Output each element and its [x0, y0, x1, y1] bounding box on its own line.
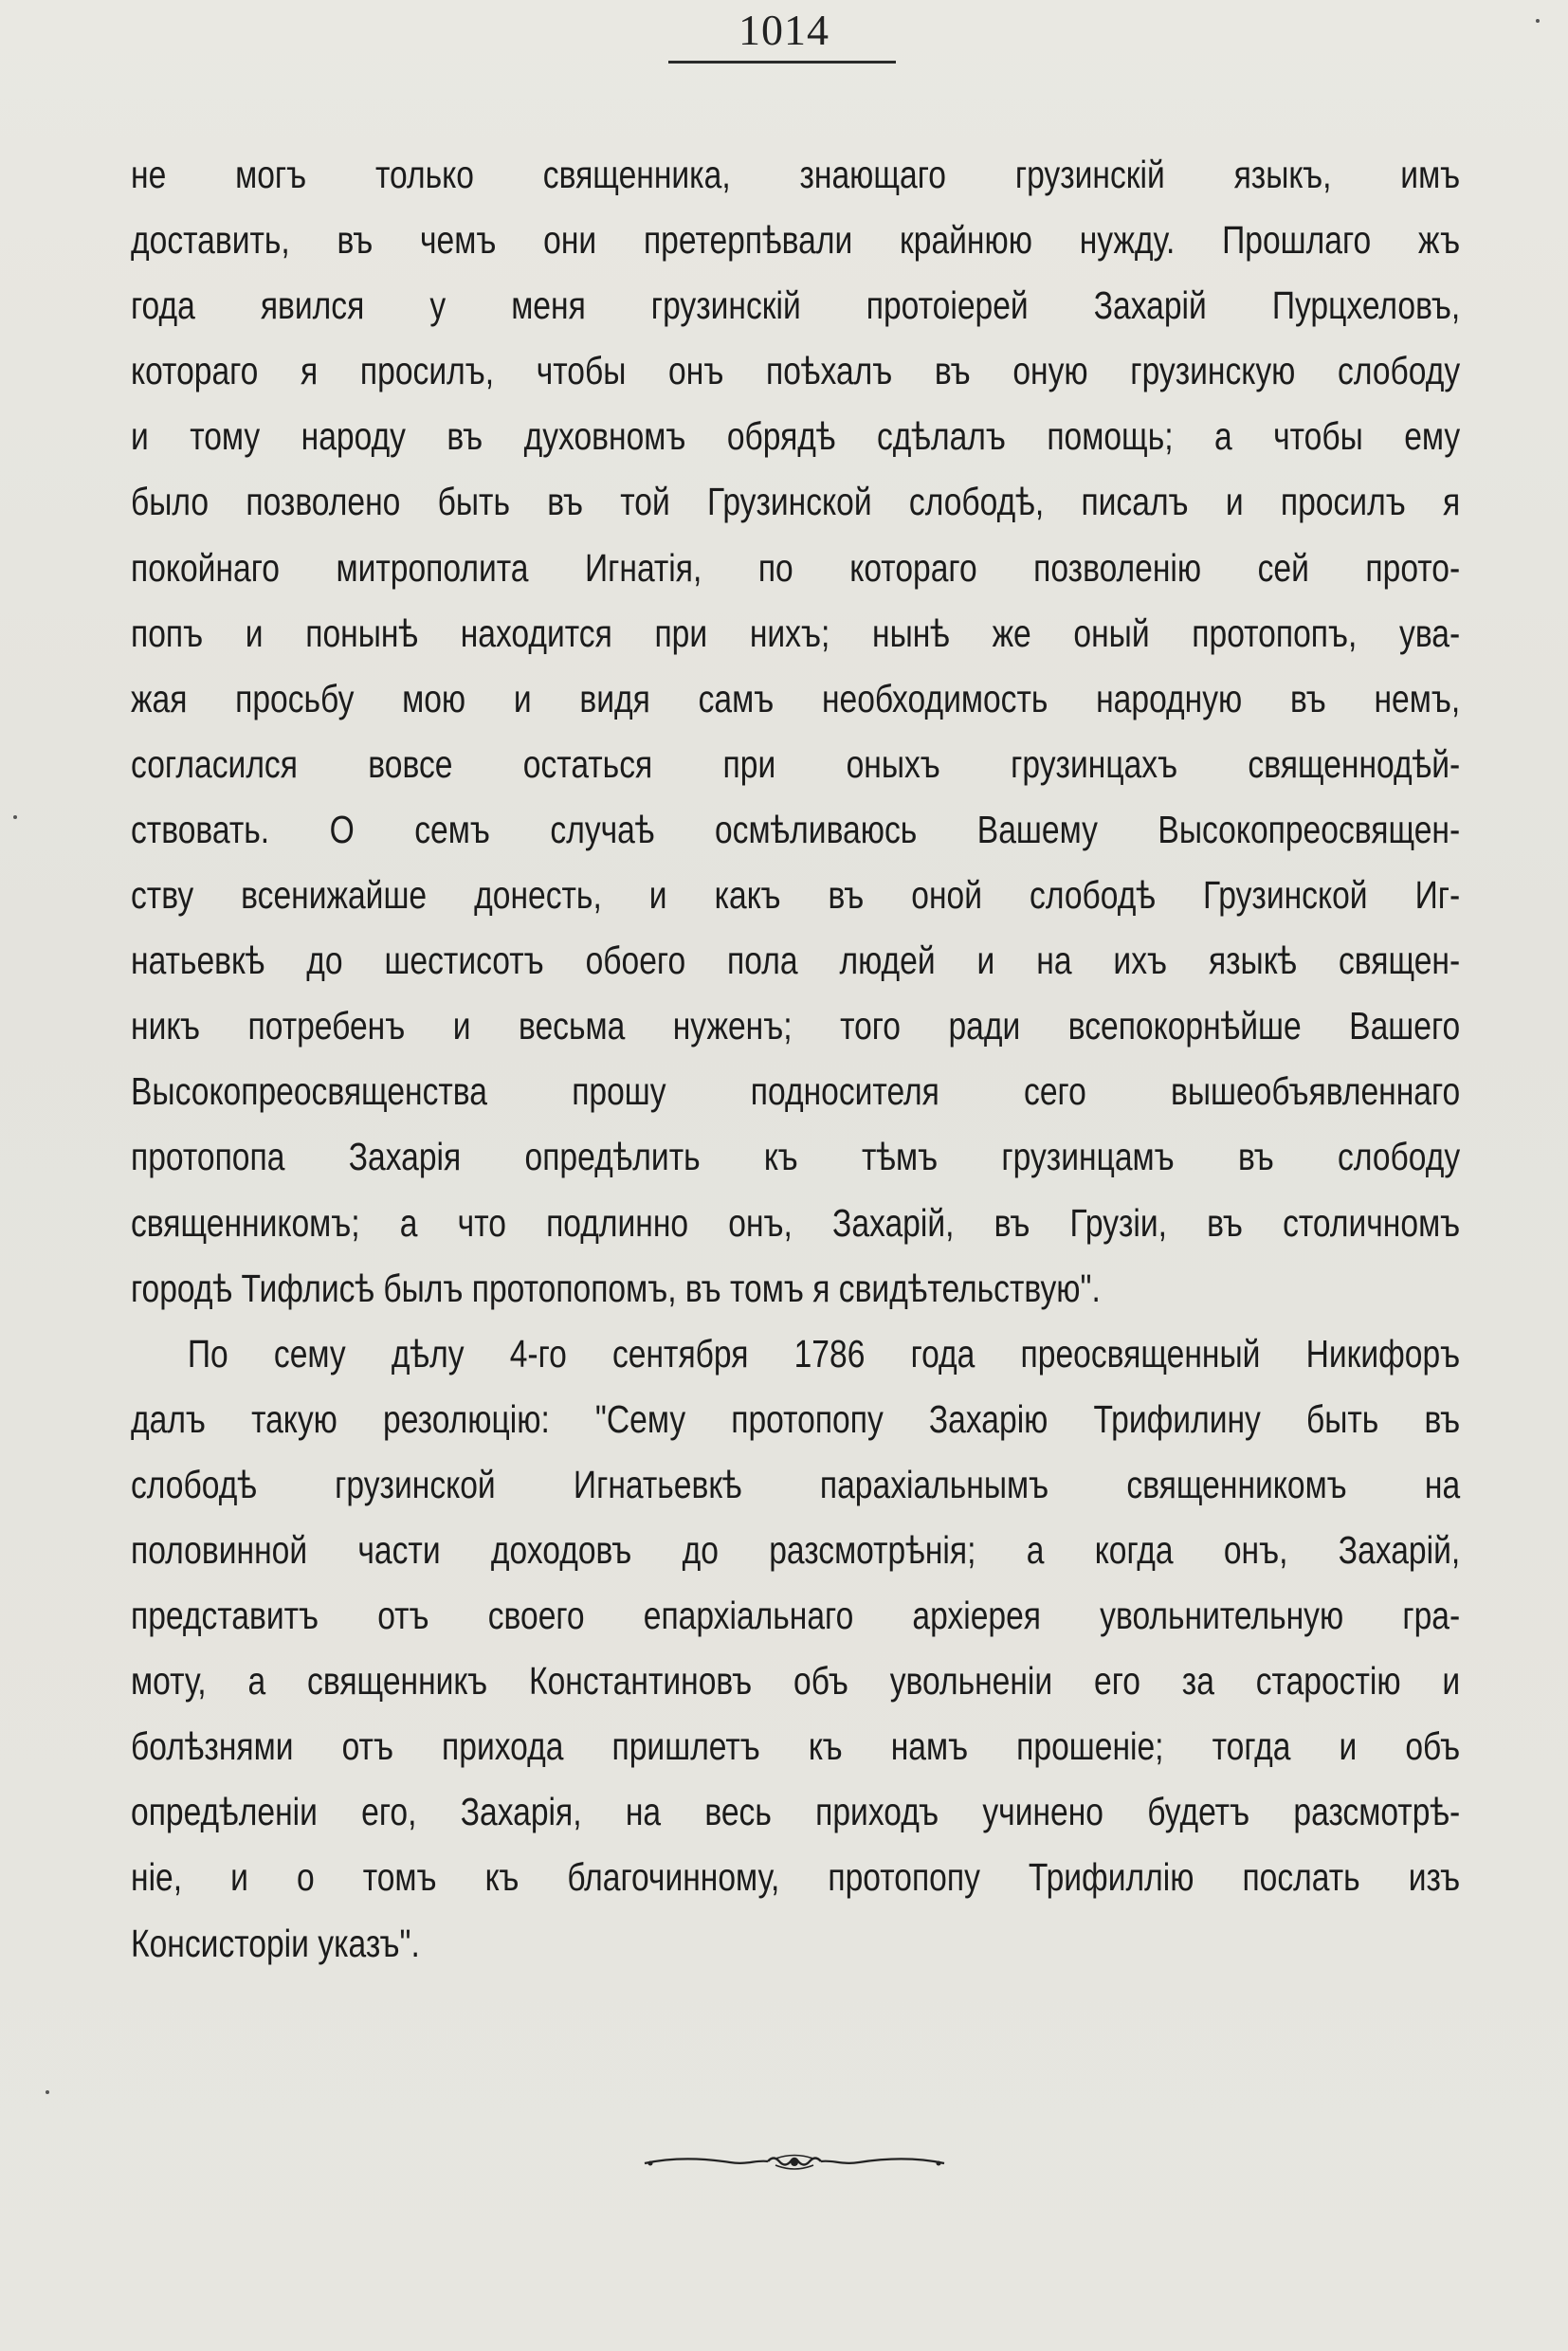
text-line: попъ и понынѣ находится при нихъ; нынѣ же оный протопопъ, ува- — [131, 611, 1461, 655]
text-line: ствовать. О семъ случаѣ осмѣливаюсь Вашему Высокопреосвящен- — [131, 807, 1461, 851]
text-line: моту, а священникъ Константиновъ объ увольненіи его за старостію и — [131, 1659, 1461, 1704]
text-line: ству всенижайше донесть, и какъ въ оной слободѣ Грузинской Иг- — [131, 873, 1461, 918]
text-line: далъ такую резолюцію: "Сему протопопу Захарію Трифилину быть въ — [131, 1396, 1461, 1441]
text-line: протопопа Захарія опредѣлить къ тѣмъ грузинцамъ въ слободу — [131, 1135, 1461, 1179]
ink-speck — [13, 815, 17, 819]
text-line: По сему дѣлу 4-го сентября 1786 года преосвященный Никифоръ — [187, 1331, 1461, 1376]
text-line: жая просьбу мою и видя самъ необходимость народную въ немъ, — [131, 676, 1461, 720]
text-line: котораго я просилъ, чтобы онъ поѣхалъ въ оную грузинскую слободу — [131, 349, 1461, 393]
text-line: Высокопреосвященства прошу подносителя сего вышеобъявленнаго — [131, 1069, 1461, 1114]
text-line: не могъ только священника, знающаго грузинскій языкъ, имъ — [131, 153, 1461, 196]
text-line: Консисторіи указъ". — [131, 1921, 420, 1965]
ink-speck — [1536, 19, 1540, 23]
text-line: половинной части доходовъ до разсмотрѣнія; а когда онъ, Захарій, — [131, 1527, 1461, 1572]
ornament-divider — [643, 2148, 946, 2177]
ink-speck — [46, 2090, 49, 2094]
text-line: было позволено быть въ той Грузинской слободѣ, писалъ и просилъ я — [131, 480, 1461, 524]
page-number: 1014 — [738, 6, 830, 54]
page-number-rule — [668, 61, 896, 64]
body-text — [131, 142, 1460, 1977]
text-line: ніе, и о томъ къ благочинному, протопопу Трифиллію послать изъ — [131, 1855, 1461, 1900]
text-line: представитъ отъ своего епархіальнаго архіерея увольнительную гра- — [131, 1594, 1461, 1638]
text-line: доставить, въ чемъ они претерпѣвали крайнюю нужду. Прошлаго жъ — [131, 218, 1461, 263]
text-line: священникомъ; а что подлинно онъ, Захарій, въ Грузіи, въ столичномъ — [131, 1200, 1461, 1245]
text-line: городѣ Тифлисѣ былъ протопопомъ, въ томъ я свидѣтельствую". — [131, 1266, 1101, 1310]
text-line: опредѣленіи его, Захарія, на весь приходъ учинено будетъ разсмотрѣ- — [131, 1790, 1461, 1834]
text-line: года явился у меня грузинскій протоіерей Захарій Пурцхеловъ, — [131, 283, 1461, 328]
text-line: слободѣ грузинской Игнатьевкѣ парахіальнымъ священникомъ на — [131, 1462, 1461, 1506]
text-line: болѣзнями отъ прихода пришлетъ къ намъ прошеніе; тогда и объ — [131, 1724, 1461, 1769]
text-line: покойнаго митрополита Игнатія, по котораго позволенію сей прото- — [131, 545, 1461, 590]
text-line: натьевкѣ до шестисотъ обоего пола людей и на ихъ языкѣ священ- — [131, 939, 1461, 983]
text-line: никъ потребенъ и весьма нуженъ; того ради всепокорнѣйше Вашего — [131, 1004, 1461, 1048]
text-line: согласился вовсе остаться при оныхъ грузинцахъ священнодѣй- — [131, 741, 1461, 786]
text-line: и тому народу въ духовномъ обрядѣ сдѣлалъ помощь; а чтобы ему — [131, 414, 1461, 459]
